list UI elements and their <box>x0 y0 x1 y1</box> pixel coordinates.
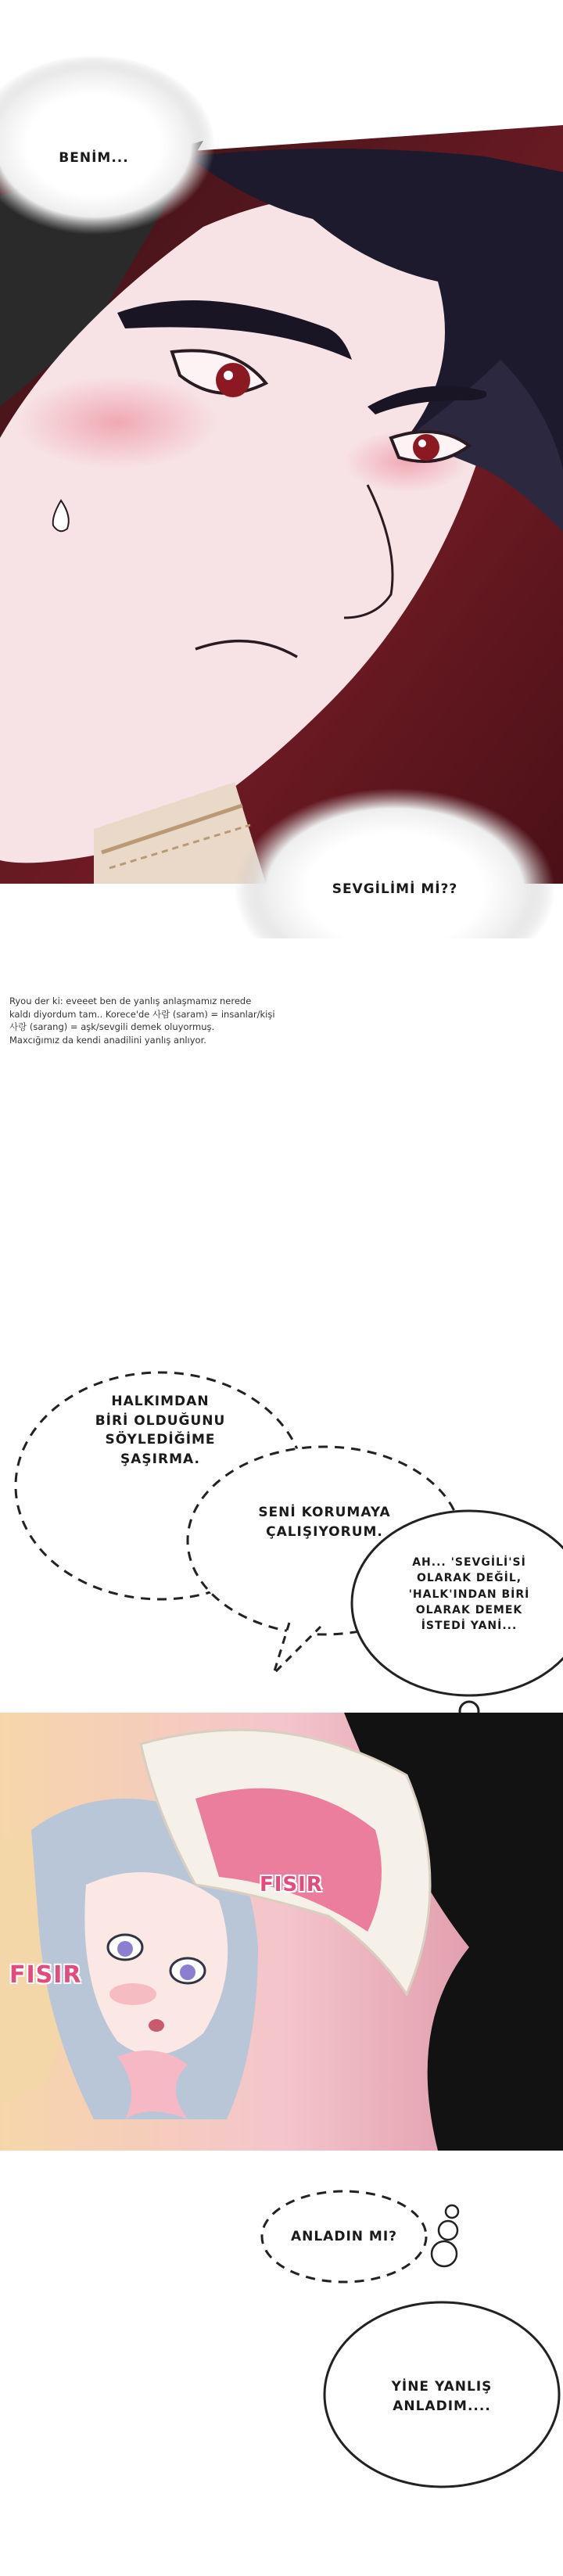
sfx-whisper-left: FISIR <box>9 1961 82 1989</box>
blush-left <box>16 375 219 469</box>
ending-text-2: YİNE YANLIŞ ANLADIM.... <box>391 2379 493 2414</box>
translator-note-line: Ryou der ki: eveeet ben de yanlış anlaşmamız nerede <box>9 996 252 1006</box>
translator-note-line: 사랑 (sarang) = aşk/sevgili demek oluyormuş. <box>9 1021 215 1033</box>
translator-note-line: kaldı diyordum tam.. Korece'de 사람 (saram) = insanlar/kişi <box>9 1008 275 1020</box>
eye-highlight-right <box>418 439 426 447</box>
woman-hat-artwork <box>0 1713 563 2151</box>
woman-iris-right <box>180 1964 195 1980</box>
thought-dot-2 <box>446 2205 458 2218</box>
dialogue-text-1: HALKIMDAN BİRİ OLDUĞUNU SÖYLEDİĞİME ŞAŞIRMA. <box>95 1394 226 1467</box>
man-closeup-artwork <box>0 0 563 938</box>
thought-dot-3 <box>439 2221 457 2240</box>
dialogue-text-2: SENİ KORUMAYA ÇALIŞIYORUM. <box>258 1505 391 1540</box>
thought-dot-4 <box>432 2241 457 2266</box>
thought-text: AH... 'SEVGİLİ'Sİ OLARAK DEĞİL, 'HALK'INDAN BİRİ OLARAK DEMEK İSTEDİ YANİ... <box>408 1556 530 1633</box>
iris-left <box>216 363 250 397</box>
ending-text-1: ANLADIN MI? <box>290 2229 398 2244</box>
bubble-text-top: BENİM... <box>59 150 129 166</box>
panel-man-closeup <box>0 0 563 938</box>
eye-highlight-left <box>224 371 233 380</box>
translator-note-line: Maxcığımız da kendi anadilini yanlış anlıyor. <box>9 1035 206 1046</box>
translator-note <box>9 995 416 1047</box>
ending-bubbles <box>0 2166 563 2557</box>
woman-mouth <box>149 2019 164 2032</box>
woman-iris-left <box>117 1941 133 1957</box>
panel-woman-hat <box>0 1713 563 2151</box>
bubble-text-bottom: SEVGİLİMİ Mİ?? <box>332 881 458 897</box>
woman-blush <box>109 1983 156 2005</box>
dashed-bubble-tail <box>274 1623 321 1674</box>
thought-dot-1 <box>460 1702 479 1713</box>
sfx-whisper-right: FISIR <box>260 1873 323 1896</box>
iris-right <box>413 434 439 461</box>
